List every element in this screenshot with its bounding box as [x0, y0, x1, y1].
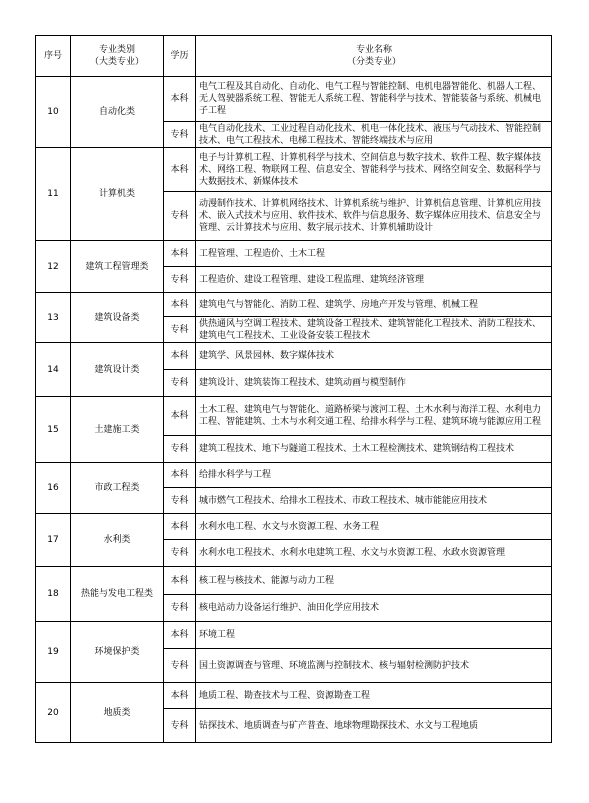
- row-no: 14: [36, 343, 71, 397]
- row-majors-undergrad: 水利水电工程、水文与水资源工程、水务工程: [196, 514, 552, 540]
- row-level-undergrad: 本科: [164, 148, 196, 192]
- table-row: [36, 622, 552, 649]
- row-majors-undergrad: 核工程与核技术、能源与动力工程: [196, 567, 552, 595]
- row-no: 11: [36, 148, 71, 241]
- row-level-undergrad: 本科: [164, 293, 196, 317]
- row-level-undergrad: 本科: [164, 397, 196, 436]
- row-no: 13: [36, 293, 71, 343]
- row-category: 建筑设备类: [71, 293, 164, 343]
- row-level-college: 专科: [164, 370, 196, 397]
- table-row: [36, 683, 552, 709]
- row-category: 计算机类: [71, 148, 164, 241]
- row-majors-undergrad: 电气工程及其自动化、自动化、电气工程与智能控制、电机电器智能化、机器人工程、无人驾驶器系统工程、智能无人系统工程、智能科学与技术、智能装备与系统、机械电子工程: [196, 77, 552, 122]
- row-majors-college: 建筑工程技术、地下与隧道工程技术、土木工程检测技术、建筑钢结构工程技术: [196, 436, 552, 463]
- header-no: 序号: [36, 36, 71, 77]
- row-majors-undergrad: 建筑电气与智能化、消防工程、建筑学、房地产开发与管理、机械工程: [196, 293, 552, 317]
- row-majors-college: 核电站动力设备运行维护、油田化学应用技术: [196, 595, 552, 622]
- table-row: [36, 343, 552, 370]
- row-level-undergrad: 本科: [164, 514, 196, 540]
- row-category: 环境保护类: [71, 622, 164, 683]
- row-no: 15: [36, 397, 71, 463]
- header-name-line2: （分类专业）: [346, 57, 401, 67]
- row-level-college: 专科: [164, 488, 196, 514]
- row-no: 12: [36, 241, 71, 293]
- header-name-line1: 专业名称: [355, 45, 392, 55]
- row-level-college: 专科: [164, 709, 196, 743]
- row-majors-college: 动漫制作技术、计算机网络技术、计算机系统与维护、计算机信息管理、计算机应用技术、嵌入式技术与应用、软件技术、软件与信息服务、数字媒体应用技术、信息安全与管理、云计算技术与应用、数字展示技术、计算机辅助设计: [196, 192, 552, 241]
- row-level-undergrad: 本科: [164, 241, 196, 267]
- table-row: [36, 148, 552, 192]
- row-no: 16: [36, 463, 71, 514]
- row-majors-undergrad: 建筑学、风景园林、数字媒体技术: [196, 343, 552, 370]
- row-majors-undergrad: 地质工程、勘查技术与工程、资源勘查工程: [196, 683, 552, 709]
- row-category: 自动化类: [71, 77, 164, 148]
- row-level-undergrad: 本科: [164, 683, 196, 709]
- row-no: 10: [36, 77, 71, 148]
- header-category: [71, 36, 164, 77]
- majors-table: [35, 35, 552, 743]
- header-category-line1: 专业类别: [98, 45, 135, 55]
- row-level-undergrad: 本科: [164, 567, 196, 595]
- header-category-line2: （大类专业）: [89, 57, 144, 67]
- table-row: [36, 77, 552, 122]
- row-category: 水利类: [71, 514, 164, 567]
- row-no: 20: [36, 683, 71, 743]
- row-majors-college: 电气自动化技术、工业过程自动化技术、机电一体化技术、液压与气动技术、智能控制技术、电气工程技术、电梯工程技术、智能终端技术与应用: [196, 122, 552, 148]
- row-category: 土建施工类: [71, 397, 164, 463]
- table-row: [36, 293, 552, 317]
- row-level-college: 专科: [164, 595, 196, 622]
- row-majors-college: 钻探技术、地质调查与矿产普查、地球物理勘探技术、水文与工程地质: [196, 709, 552, 743]
- table-row: [36, 514, 552, 540]
- row-level-college: 专科: [164, 317, 196, 343]
- row-no: 19: [36, 622, 71, 683]
- table-row: [36, 567, 552, 595]
- row-majors-undergrad: 环境工程: [196, 622, 552, 649]
- row-majors-college: 水利水电工程技术、水利水电建筑工程、水文与水资源工程、水政水资源管理: [196, 540, 552, 567]
- table-body: [36, 77, 552, 743]
- header-level: 学历: [164, 36, 196, 77]
- row-category: 热能与发电工程类: [71, 567, 164, 622]
- row-level-college: 专科: [164, 267, 196, 293]
- row-majors-college: 建筑设计、建筑装饰工程技术、建筑动画与模型制作: [196, 370, 552, 397]
- table-row: [36, 463, 552, 488]
- row-majors-undergrad: 电子与计算机工程、计算机科学与技术、空间信息与数字技术、软件工程、数字媒体技术、网络工程、物联网工程、信息安全、智能科学与技术、网络空间安全、数据科学与大数据技术、新媒体技术: [196, 148, 552, 192]
- row-no: 17: [36, 514, 71, 567]
- header-name: [196, 36, 552, 77]
- row-majors-college: 工程造价、建设工程管理、建设工程监理、建筑经济管理: [196, 267, 552, 293]
- row-level-undergrad: 本科: [164, 77, 196, 122]
- row-majors-undergrad: 土木工程、建筑电气与智能化、道路桥梁与渡河工程、土木水利与海洋工程、水利电力工程、智能建筑、土木与水利交通工程、给排水科学与工程、建筑环境与能源应用工程: [196, 397, 552, 436]
- row-majors-college: 城市燃气工程技术、给排水工程技术、市政工程技术、城市能能应用技术: [196, 488, 552, 514]
- row-level-undergrad: 本科: [164, 343, 196, 370]
- row-level-college: 专科: [164, 540, 196, 567]
- row-category: 建筑工程管理类: [71, 241, 164, 293]
- row-majors-undergrad: 工程管理、工程造价、土木工程: [196, 241, 552, 267]
- row-no: 18: [36, 567, 71, 622]
- table-row: [36, 241, 552, 267]
- row-majors-undergrad: 给排水科学与工程: [196, 463, 552, 488]
- table-row: [36, 397, 552, 436]
- row-category: 市政工程类: [71, 463, 164, 514]
- row-level-college: 专科: [164, 649, 196, 683]
- row-category: 地质类: [71, 683, 164, 743]
- row-level-college: 专科: [164, 192, 196, 241]
- table-header-row: [36, 36, 552, 77]
- row-majors-college: 供热通风与空调工程技术、建筑设备工程技术、建筑智能化工程技术、消防工程技术、建筑电气工程技术、工业设备安装工程技术: [196, 317, 552, 343]
- row-level-undergrad: 本科: [164, 622, 196, 649]
- row-level-undergrad: 本科: [164, 463, 196, 488]
- row-category: 建筑设计类: [71, 343, 164, 397]
- row-majors-college: 国土资源调查与管理、环境监测与控制技术、核与辐射检测防护技术: [196, 649, 552, 683]
- row-level-college: 专科: [164, 122, 196, 148]
- row-level-college: 专科: [164, 436, 196, 463]
